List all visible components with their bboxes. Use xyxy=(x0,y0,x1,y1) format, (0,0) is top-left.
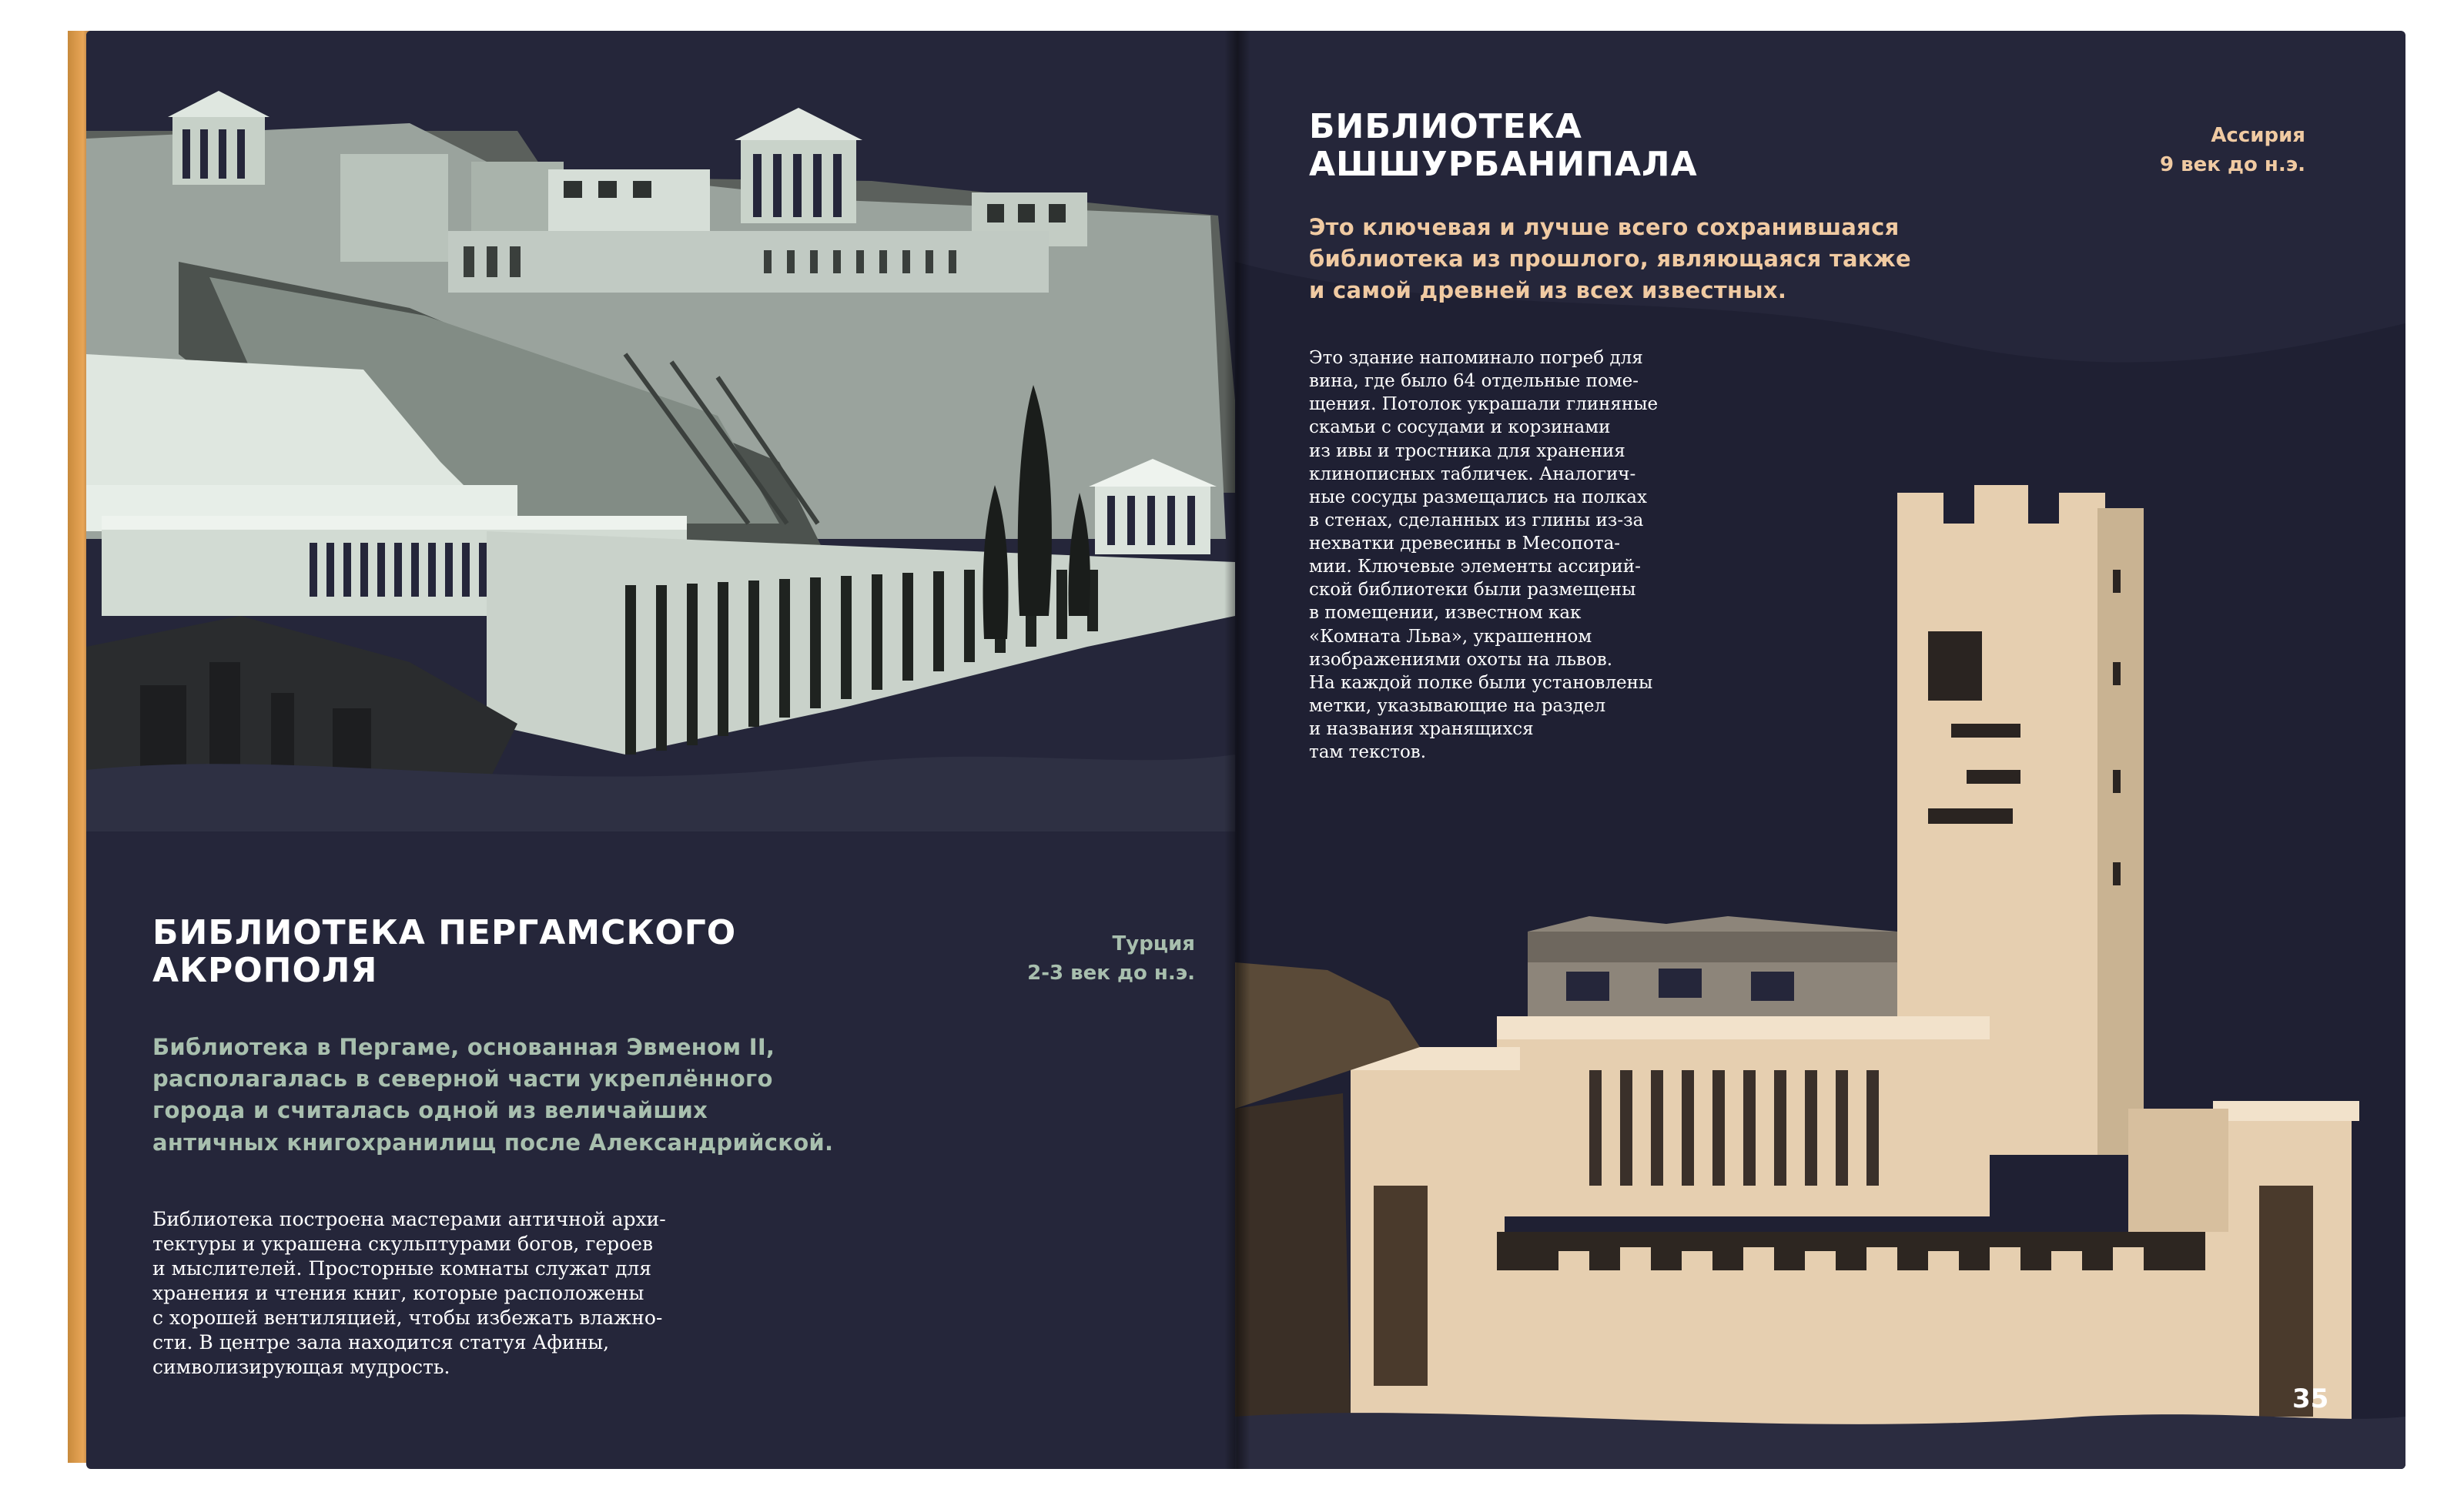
left-body-line: хранения и чтения книг, которые расположены xyxy=(152,1282,644,1304)
right-page-meta xyxy=(1997,122,2305,179)
right-body-line: «Комната Льва», украшенном xyxy=(1309,626,1592,647)
right-body-line: там текстов. xyxy=(1309,742,1427,763)
right-lead-line: Это ключевая и лучше всего сохранившаяся xyxy=(1309,214,1900,240)
right-country: Ассирия xyxy=(2211,124,2305,147)
left-page-meta xyxy=(887,930,1195,988)
right-title-line-2: АШШУРБАНИПАЛА xyxy=(1309,145,1698,185)
right-lead-paragraph xyxy=(1309,212,1911,307)
right-body-line: На каждой полке были установлены xyxy=(1309,672,1653,693)
right-body-line: в помещении, известном как xyxy=(1309,603,1582,624)
left-page-title xyxy=(152,914,736,990)
left-lead-line: античных книгохранилищ после Александрийской. xyxy=(152,1129,834,1156)
pergamon-acropolis-illustration xyxy=(86,31,1235,831)
right-era: 9 век до н.э. xyxy=(2160,152,2305,176)
right-body-line: вина, где было 64 отдельные поме- xyxy=(1309,371,1639,392)
right-page-title xyxy=(1309,108,1698,184)
left-title-line-1: БИБЛИОТЕКА ПЕРГАМСКОГО xyxy=(152,913,737,952)
right-body-line: щения. Потолок украшали глиняные xyxy=(1309,394,1659,415)
right-body-line: мии. Ключевые элементы ассирий- xyxy=(1309,557,1641,577)
right-body-text xyxy=(1309,346,1658,764)
left-body-line: и мыслителей. Просторные комнаты служат для xyxy=(152,1257,652,1280)
left-lead-line: города и считалась одной из величайших xyxy=(152,1097,708,1124)
left-lead-line: Библиотека в Пергаме, основанная Эвменом II, xyxy=(152,1034,775,1060)
right-lead-line: и самой древней из всех известных. xyxy=(1309,277,1787,304)
left-page xyxy=(86,31,1235,1469)
right-title-line-1: БИБЛИОТЕКА xyxy=(1309,107,1582,146)
right-page xyxy=(1235,31,2405,1469)
left-body-text xyxy=(152,1207,666,1380)
right-body-line: клинописных табличек. Аналогич- xyxy=(1309,463,1636,484)
left-body-line: символизирующая мудрость. xyxy=(152,1356,450,1378)
right-body-line: нехватки древесины в Месопота- xyxy=(1309,534,1621,554)
left-body-line: Библиотека построена мастерами античной архи- xyxy=(152,1208,666,1230)
right-body-line: изображениями охоты на львов. xyxy=(1309,649,1613,670)
right-body-line: ской библиотеки были размещены xyxy=(1309,580,1636,601)
left-title-line-2: АКРОПОЛЯ xyxy=(152,951,378,991)
book-spine-shadow xyxy=(1224,31,1250,1469)
right-body-line: в стенах, сделанных из глины из-за xyxy=(1309,510,1644,530)
right-body-line: скамьи с сосудами и корзинами xyxy=(1309,417,1611,438)
left-body-line: тектуры и украшена скульптурами богов, героев xyxy=(152,1233,654,1255)
page-number: 35 xyxy=(2292,1384,2329,1414)
right-body-line: ные сосуды размещались на полках xyxy=(1309,487,1647,507)
right-body-line: из ивы и тростника для хранения xyxy=(1309,440,1625,461)
left-lead-paragraph xyxy=(152,1032,833,1159)
left-country: Турция xyxy=(1112,932,1195,955)
right-body-line: и названия хранящихся xyxy=(1309,719,1534,739)
left-era: 2-3 век до н.э. xyxy=(1027,961,1195,985)
right-lead-line: библиотека из прошлого, являющаяся также xyxy=(1309,246,1912,273)
left-body-line: с хорошей вентиляцией, чтобы избежать влажно- xyxy=(152,1307,663,1329)
left-body-line: сти. В центре зала находится статуя Афины, xyxy=(152,1331,610,1353)
right-body-line: метки, указывающие на раздел xyxy=(1309,695,1606,716)
left-lead-line: располагалась в северной части укреплённого xyxy=(152,1066,773,1092)
right-body-line: Это здание напоминало погреб для xyxy=(1309,348,1643,368)
